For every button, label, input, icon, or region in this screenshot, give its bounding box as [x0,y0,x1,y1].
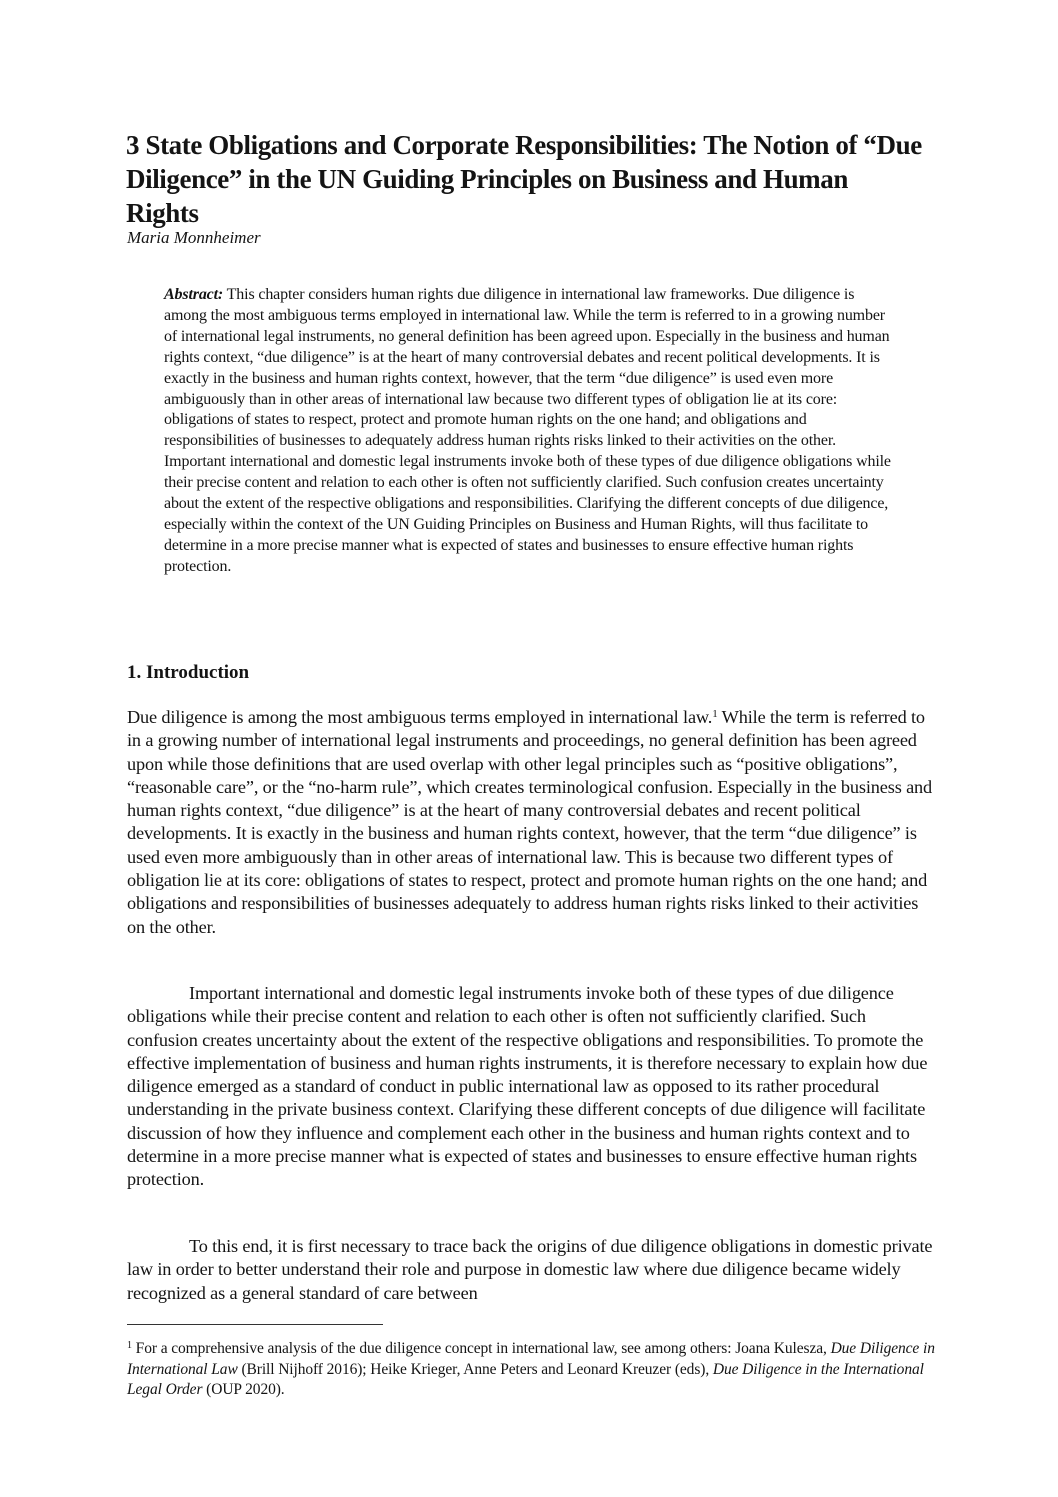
footnote-text: For a comprehensive analysis of the due diligence concept in international law, see among others: Joana Kulesza, [131,1340,831,1357]
paragraph-text: While the term is referred to in a growing number of international legal instruments and proceedings, no general definition has been agreed upon while those definitions that are used overlap with other legal principles such as “positive obligations”, “reasonable care”, or the “no-harm rule”, which creates terminological confusion. Especially in the business and human rights context, “due diligence” is at the heart of many controversial debates and recent political developments. It is exactly in the business and human rights context, however, that the term “due diligence” is used even more ambiguously than in other areas of international law. This is because two different types of obligation lie at its core: obligations of states to respect, protect and promote human rights on the one hand; and obligations and responsibilities of businesses adequately to address human rights risks linked to their activities on the other. [127,707,933,937]
paragraph-text: Due diligence is among the most ambiguous terms employed in international law. [127,707,713,727]
abstract-label: Abstract: [164,286,224,303]
footnote-reference[interactable]: 1 [712,708,718,720]
cited-work-title: Due Diligence in International Law [127,1340,935,1378]
footnote-number: 1 [127,1340,132,1351]
body-paragraph: To this end, it is first necessary to trace back the origins of due diligence obligations in domestic private law in order to better understand their role and purpose in domestic law where due diligence became widely recognized as a general standard of care between [127,1236,933,1303]
footnote-text: (Brill Nijhoff 2016); Heike Krieger, Anne Peters and Leonard Kreuzer (eds), [237,1360,713,1378]
body-paragraph: Important international and domestic legal instruments invoke both of these types of due diligence obligations while their precise content and relation to each other is often not sufficiently clarified. Such confusion creates uncertainty about the extent of the respective obligations and responsibilities. To promote the effective implementation of business and human rights instruments, it is therefore necessary to explain how due diligence emerged as a standard of conduct in public international law as opposed to its rather procedural understanding in the private business context. Clarifying these different concepts of due diligence will facilitate discussion of how they influence and complement each other in the business and human rights context and to determine in a more precise manner what is expected of states and businesses to ensure effective human rights protection. [127,983,928,1190]
abstract-text: This chapter considers human rights due diligence in international law frameworks. Due diligence is among the most ambiguous terms employed in international law. While the term is referred to in a growing number of international legal instruments, no general definition has been agreed upon. Especially in the business and human rights context, “due diligence” is at the heart of many controversial debates and recent political developments. It is exactly in the business and human rights context, however, that the term “due diligence” is used even more ambiguously than in other areas of international law because two different types of obligation lie at its core: obligations of states to respect, protect and promote human rights on the one hand; and obligations and responsibilities of businesses to adequately address human rights risks linked to their activities on the other. Important international and domestic legal instruments invoke both of these types of due diligence obligations while their precise content and relation to each other is often not sufficiently clarified. Such confusion creates uncertainty about the extent of the respective obligations and responsibilities. Clarifying the different concepts of due diligence, especially within the context of the UN Guiding Principles on Business and Human Rights, will thus facilitate to determine in a more precise manner what is expected of states and businesses to ensure effective human rights protection. [164,286,891,575]
footnote-separator [127,1324,383,1325]
body-paragraph [127,706,937,939]
abstract [164,285,900,578]
footnote [127,1339,937,1401]
author-name: Maria Monnheimer [127,228,261,247]
section-heading: 1. Introduction [127,662,250,683]
chapter-title: 3 State Obligations and Corporate Responsibilities: The Notion of “Due Diligence” in the UN Guiding Principles on Business and Human Rights [126,130,922,228]
footnote-text: (OUP 2020). [202,1381,285,1399]
cited-work-title: Due Diligence in the International Legal Order [127,1360,924,1399]
